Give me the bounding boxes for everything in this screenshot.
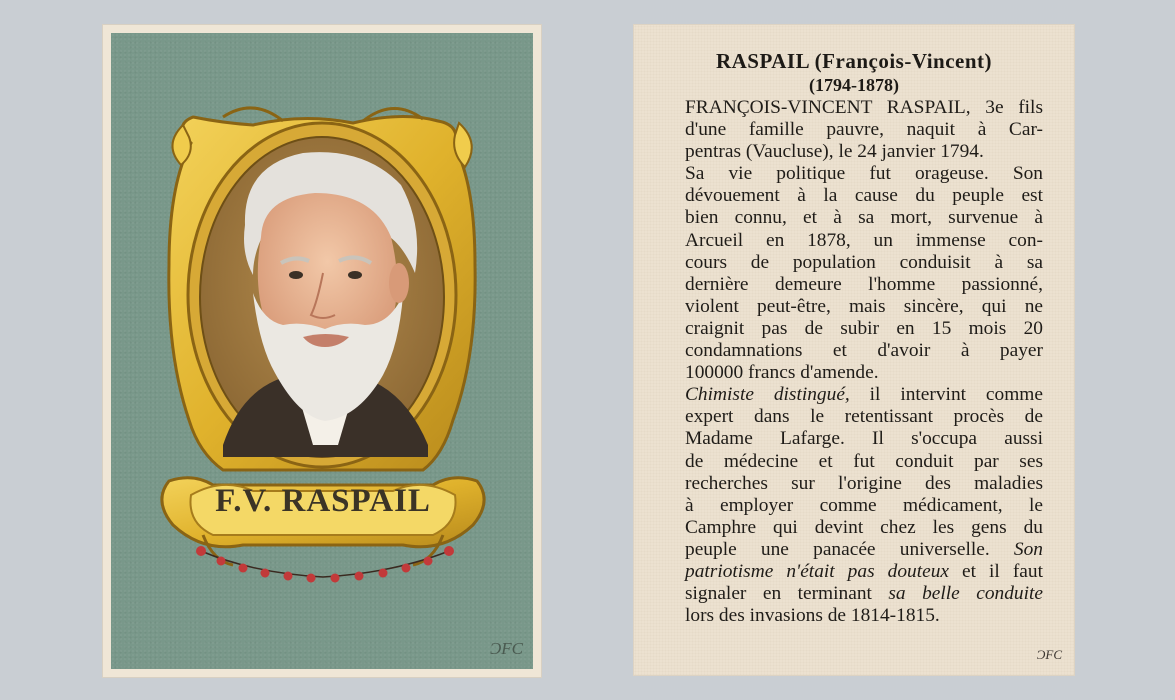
italic-phrase: sa belle conduite [888, 583, 1043, 605]
text-line: dernière demeure l'homme passionné, [685, 273, 1043, 295]
italic-phrase: patriotisme n'était pas douteux [685, 560, 950, 582]
text-line: 100000 francs d'amende. [685, 362, 879, 384]
text-line: à employer comme médicament, le [685, 494, 1043, 516]
portrait-illustration [103, 25, 541, 677]
biography-text [671, 97, 1043, 627]
portrait-name: F.V. RASPAIL [215, 483, 431, 519]
paragraph-science [671, 384, 1043, 627]
title-given-names: (François-Vincent) [814, 49, 993, 73]
text-line: Madame Lafarge. Il s'occupa aussi [685, 428, 1043, 450]
text-line: dévouement à la cause du peuple est [685, 185, 1043, 207]
text-line: violent peut-être, mais sincère, qui ne [685, 295, 1043, 317]
text-fragment: peuple une panacée universelle. [685, 538, 1014, 560]
text-line: recherches sur l'origine des maladies [685, 472, 1043, 494]
text-line: FRANÇOIS-VINCENT RASPAIL, 3e fils [685, 97, 1043, 118]
text-fragment: il intervint comme [849, 384, 1043, 406]
portrait-card [103, 25, 541, 677]
text-line [671, 539, 1043, 561]
paragraph-politics [671, 163, 1043, 384]
text-line: condamnations et d'avoir à payer [685, 340, 1043, 362]
text-fragment: signaler en terminant [685, 583, 889, 605]
text-line [671, 384, 1043, 406]
text-line: de médecine et fut conduit par ses [685, 450, 1043, 472]
lifespan: (1794-1878) [809, 75, 899, 95]
text-line: bien connu, et à sa mort, survenue à [685, 207, 1043, 229]
text-line: Sa vie politique fut orageuse. Son [685, 163, 1043, 185]
text-line: lors des invasions de 1814-1815. [685, 605, 940, 627]
text-line: craignit pas de subir en 15 mois 20 [685, 317, 1043, 339]
text-line: Camphre qui devint chez les gens du [685, 516, 1043, 538]
paragraph-birth [671, 97, 1043, 163]
title-surname: RASPAIL [715, 49, 809, 73]
text-fragment: et il faut [949, 560, 1043, 582]
card-title [634, 49, 1074, 74]
biography-card [634, 25, 1074, 675]
publisher-mark: ƆFC [1036, 647, 1062, 662]
text-line: d'une famille pauvre, naquit à Car- [685, 119, 1043, 141]
italic-phrase: Chimiste distingué, [685, 384, 850, 406]
text-line: Arcueil en 1878, un immense con- [685, 229, 1043, 251]
text-line [671, 561, 1043, 583]
text-line: expert dans le retentissant procès de [685, 406, 1043, 428]
text-line: cours de population conduisit à sa [685, 251, 1043, 273]
italic-phrase: Son [1013, 538, 1043, 560]
text-line: pentras (Vaucluse), le 24 janvier 1794. [685, 141, 984, 163]
publisher-mark: ƆFC [489, 639, 523, 658]
text-line [671, 583, 1043, 605]
